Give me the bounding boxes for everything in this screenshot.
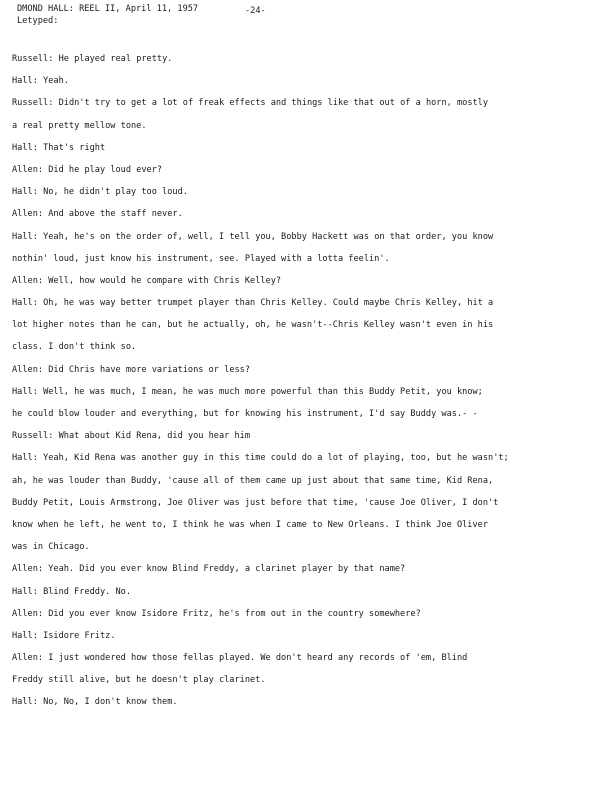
speaker-label: Hall: — [12, 630, 38, 641]
transcript-line — [12, 407, 592, 429]
transcript-line — [12, 141, 592, 163]
transcript-line — [12, 296, 592, 318]
speaker-label: Hall: — [12, 142, 38, 153]
transcript-line — [12, 629, 592, 651]
transcript-line — [12, 651, 592, 673]
transcript-line — [12, 451, 592, 473]
transcript-line — [12, 429, 592, 451]
speech-text: Blind Freddy. No. — [43, 586, 132, 597]
transcript-line — [12, 207, 592, 229]
transcript-line — [12, 363, 592, 385]
speech-text: Freddy still alive, but he doesn't play clarinet. — [12, 675, 266, 686]
speaker-label: Russell: — [12, 98, 54, 109]
transcript-line — [12, 230, 592, 252]
speech-text: Yeah. — [43, 76, 69, 87]
page-number — [245, 6, 266, 17]
speech-text: ah, he was louder than Buddy, 'cause all of them came up just about that same time, Kid Rena, — [12, 475, 494, 486]
transcript-line — [12, 562, 592, 584]
speech-text: Did he play loud ever? — [48, 164, 163, 175]
transcript-line — [12, 274, 592, 296]
speech-text: Did you ever know Isidore Fritz, he's from out in the country somewhere? — [48, 608, 421, 619]
speech-text: What about Kid Rena, did you hear him — [58, 431, 251, 442]
transcript-line — [12, 673, 592, 695]
speech-text: No, No, I don't know them. — [43, 697, 178, 708]
speech-text: Buddy Petit, Louis Armstrong, Joe Oliver was just before that time, 'cause Joe Oliver, I don't — [12, 497, 499, 508]
speaker-label: Hall: — [12, 453, 38, 464]
transcript-line — [12, 318, 592, 340]
speaker-label: Allen: — [12, 653, 44, 664]
speech-text: Didn't try to get a lot of freak effects and things like that out of a horn, mostly — [58, 98, 489, 109]
transcript-line — [12, 585, 592, 607]
transcript-line — [12, 74, 592, 96]
transcript-line — [12, 518, 592, 540]
speech-text: know when he left, he went to, I think he was when I came to New Orleans. I think Joe Oliver — [12, 519, 488, 530]
speaker-label: Russell: — [12, 431, 54, 442]
speech-text: Well, how would he compare with Chris Kelley? — [48, 275, 282, 286]
speech-text: Did Chris have more variations or less? — [48, 364, 251, 375]
speech-text: He played real pretty. — [58, 54, 173, 64]
speech-text: nothin' loud, just know his instrument, see. Played with a lotta feelin'. — [12, 253, 390, 264]
transcript-line — [12, 340, 592, 362]
speech-text: a real pretty mellow tone. — [12, 120, 147, 131]
page-number-text: -24- — [245, 6, 266, 16]
transcript-line — [12, 96, 592, 118]
transcript-line — [12, 695, 592, 717]
speech-text: That's right — [43, 142, 106, 153]
speaker-label: Hall: — [12, 586, 38, 597]
transcript-line — [12, 607, 592, 629]
typed-label: Letyped: — [17, 16, 59, 26]
speech-text: lot higher notes than he can, but he actually, oh, he wasn't--Chris Kelley wasn't even in his — [12, 320, 494, 331]
speaker-label: Allen: — [12, 209, 44, 220]
speech-text: Well, he was much, I mean, he was much more powerful than this Buddy Petit, you know; — [43, 386, 483, 397]
transcript-line — [12, 540, 592, 562]
transcript-line — [12, 496, 592, 518]
transcript-line — [12, 252, 592, 274]
speech-text: No, he didn't play too loud. — [43, 187, 188, 198]
speaker-label: Hall: — [12, 386, 38, 397]
speaker-label: Allen: — [12, 164, 44, 175]
transcript-body — [12, 52, 592, 718]
speech-text: Oh, he was way better trumpet player than Chris Kelley. Could maybe Chris Kelley, hit a — [43, 298, 494, 309]
transcript-line — [12, 52, 592, 74]
transcript-line — [12, 185, 592, 207]
page-header — [17, 4, 577, 32]
speech-text: Yeah, he's on the order of, well, I tell you, Bobby Hackett was on that order, you know — [43, 231, 494, 242]
speech-text: And above the staff never. — [48, 209, 183, 220]
speaker-label: Hall: — [12, 76, 38, 87]
speaker-label: Hall: — [12, 187, 38, 198]
speech-text: Yeah. Did you ever know Blind Freddy, a clarinet player by that name? — [48, 564, 406, 575]
transcript-line — [12, 474, 592, 496]
document-title: DMOND HALL: REEL II, April 11, 1957 — [17, 4, 199, 14]
speech-text: Yeah, Kid Rena was another guy in this time could do a lot of playing, too, but he wasn't; — [43, 453, 509, 464]
speaker-label: Allen: — [12, 364, 44, 375]
speech-text: Isidore Fritz. — [43, 630, 116, 641]
speech-text: was in Chicago. — [12, 542, 90, 553]
speech-text: he could blow louder and everything, but for knowing his instrument, I'd say Buddy was.- - — [12, 409, 478, 419]
speaker-label: Hall: — [12, 231, 38, 242]
speech-text: class. I don't think so. — [12, 342, 137, 353]
speaker-label: Russell: — [12, 54, 54, 64]
speech-text: I just wondered how those fellas played. We don't heard any records of 'em, Blind — [48, 653, 468, 664]
transcript-line — [12, 385, 592, 407]
speaker-label: Allen: — [12, 564, 44, 575]
speaker-label: Hall: — [12, 298, 38, 309]
speaker-label: Allen: — [12, 608, 44, 619]
speaker-label: Allen: — [12, 275, 44, 286]
speaker-label: Hall: — [12, 697, 38, 708]
transcript-line — [12, 163, 592, 185]
transcript-line — [12, 119, 592, 141]
